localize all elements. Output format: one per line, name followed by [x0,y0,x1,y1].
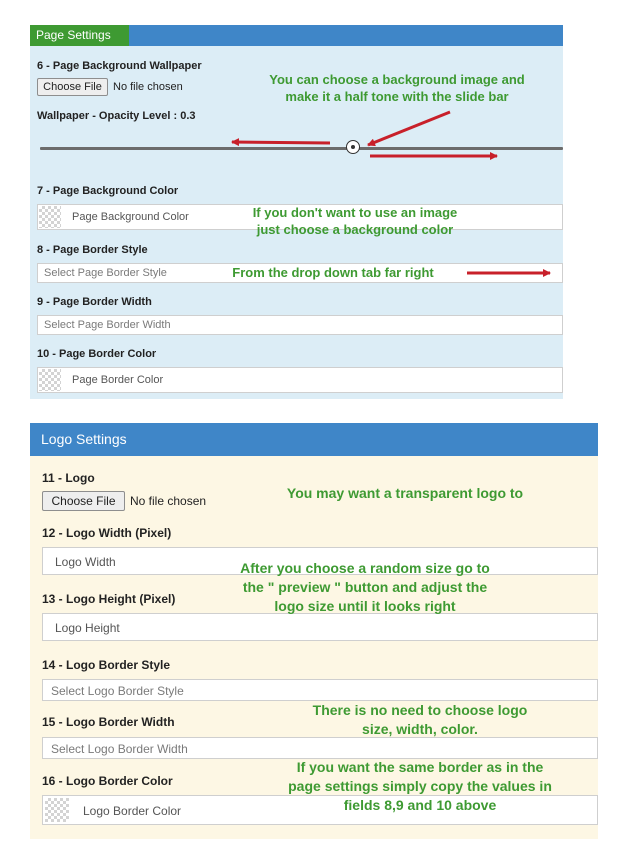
annotation-size-line3: logo size until it looks right [274,598,456,614]
logo-border-width-label: 15 - Logo Border Width [42,715,175,729]
annotation-logo: You may want a transparent logo to [286,485,524,501]
annotation-bg-color-line1: If you don't want to use an image [252,205,458,220]
annotation-copy-line3: fields 8,9 and 10 above [343,797,497,813]
page-border-style-label: 8 - Page Border Style [37,244,148,256]
logo-settings-header: Logo Settings [30,423,598,456]
wallpaper-choose-file-button[interactable]: Choose File [37,78,108,96]
wallpaper-file-status: No file chosen [113,81,183,93]
wallpaper-label: 6 - Page Background Wallpaper [37,60,202,72]
logo-border-style-placeholder: Select Logo Border Style [51,684,184,698]
logo-width-label: 12 - Logo Width (Pixel) [42,526,172,540]
annotation-copy-line1: If you want the same border as in the [296,759,544,775]
page-border-width-placeholder: Select Page Border Width [44,319,171,331]
logo-border-style-label: 14 - Logo Border Style [42,658,171,672]
arrow-left [232,142,330,143]
logo-border-color-label: 16 - Logo Border Color [42,774,173,788]
arrow-to-thumb [368,112,450,145]
annotation-size-line2: the " preview " button and adjust the [242,579,488,595]
logo-height-label: 13 - Logo Height (Pixel) [42,592,176,606]
annotation-copy-line2: page settings simply copy the values in [288,778,552,794]
logo-label: 11 - Logo [42,471,95,485]
logo-height-placeholder: Logo Height [55,621,120,635]
annotation-wallpaper-line2: make it a half tone with the slide bar [285,89,509,104]
logo-border-width-placeholder: Select Logo Border Width [51,742,188,756]
page-bg-color-label: 7 - Page Background Color [37,185,179,197]
annotation-dropdown: From the drop down tab far right [232,265,434,280]
page-settings-tab[interactable]: Page Settings [30,25,129,46]
annotation-size-line1: After you choose a random size go to [240,560,490,576]
annotation-border-line2: size, width, color. [362,721,478,737]
page-border-color-placeholder: Page Border Color [72,374,164,386]
annotation-bg-color-line2: just choose a background color [256,222,454,237]
logo-file-status: No file chosen [130,494,207,508]
logo-border-color-placeholder: Logo Border Color [83,804,182,818]
opacity-level-label: Wallpaper - Opacity Level : 0.3 [37,110,196,122]
annotation-wallpaper-line1: You can choose a background image and [269,72,525,87]
page-border-color-label: 10 - Page Border Color [37,348,157,360]
logo-width-placeholder: Logo Width [55,555,116,569]
page-border-width-label: 9 - Page Border Width [37,296,152,308]
page-bg-color-placeholder: Page Background Color [72,211,189,223]
annotation-border-line1: There is no need to choose logo [312,702,528,718]
logo-choose-file-button[interactable]: Choose File [42,491,125,511]
page-border-style-placeholder: Select Page Border Style [44,267,167,279]
